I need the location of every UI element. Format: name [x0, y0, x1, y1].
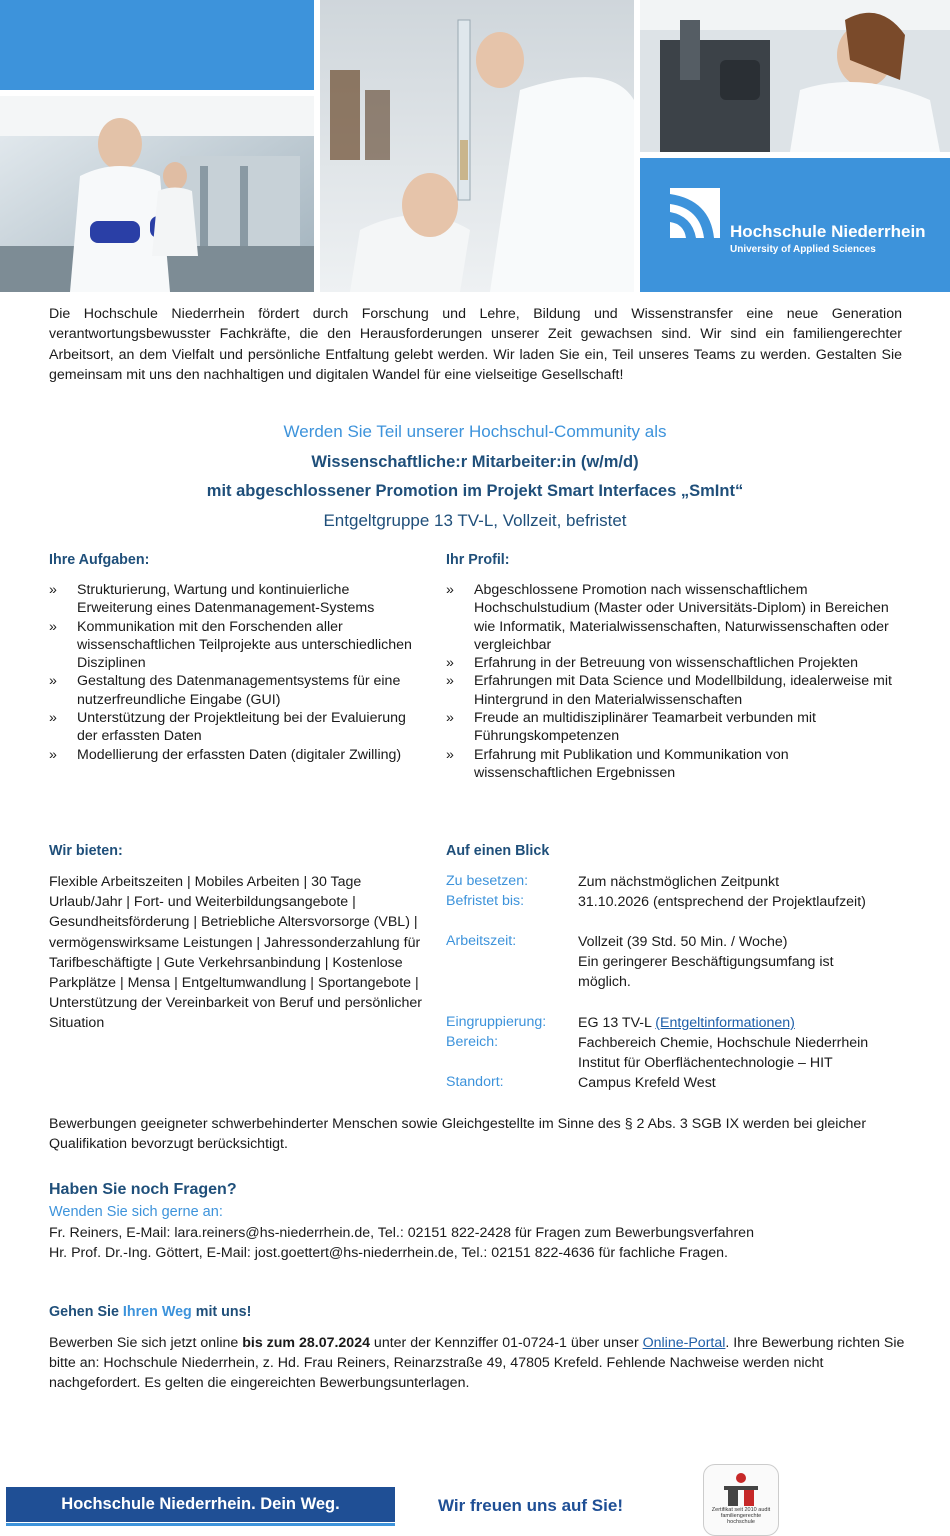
list-item: » Strukturierung, Wartung und kontinuierliche Erweiterung eines Datenmanagement-Systems: [49, 581, 414, 618]
apply-heading-c: mit uns!: [191, 1304, 252, 1320]
worktime-value: Vollzeit (39 Std. 50 Min. / Woche): [578, 934, 788, 950]
intro-paragraph: Die Hochschule Niederrhein fördert durch Forschung und Lehre, Bildung und Wissenstransfer eine neue Generation verantwortungsbewusster Fachkräfte, die den Herausforderungen unserer Zeit gewachsen sind. Wir sind ein familiengerechter Arbeitsort, an dem Vielfalt und persönliche Entfaltung gelebt werden. Wir laden Sie ein, Teil unseres Teams zu werden. Gestalten Sie gemeinsam mit uns den nachhaltigen und digitalen Wandel für eine vielseitige Gesellschaft!: [49, 306, 902, 384]
contact-line-2: Hr. Prof. Dr.-Ing. Göttert, E-Mail: jost.goettert@hs-niederrhein.de, Tel.: 02151 822-4636 für fachliche Fragen.: [49, 1245, 728, 1261]
certificate-icon: [704, 1469, 778, 1509]
area-label: Bereich:: [446, 1034, 499, 1050]
lab-photo-center: [320, 0, 634, 292]
apply-text-2: unter der Kennziffer 01-0724-1 über unser: [369, 1335, 643, 1351]
lab-photo-left: [0, 96, 314, 292]
tasks-list: [49, 581, 414, 764]
footer-slogan: Hochschule Niederrhein. Dein Weg.: [6, 1487, 395, 1522]
disability-note: Bewerbungen geeigneter schwerbehinderter Menschen sowie Gleichgestellte im Sinne des § 2 Abs. 3 SGB IX werden bei gleicher Qualifikation bevorzugt berücksichtigt.: [49, 1116, 867, 1153]
apply-heading-a: Gehen Sie: [49, 1304, 123, 1320]
tasks-heading: Ihre Aufgaben:: [49, 552, 150, 568]
list-item: » Kommunikation mit den Forschenden aller wissenschaftlichen Teilprojekte aus unterschiedlichen Disziplinen: [49, 618, 414, 673]
certificate-text: Zertifikat seit 2010 audit familiengerechte hochschule: [711, 1507, 771, 1525]
university-name: Hochschule Niederrhein: [730, 222, 926, 241]
area-value-1: Fachbereich Chemie, Hochschule Niederrhein: [578, 1035, 869, 1051]
apply-deadline: bis zum 28.07.2024: [242, 1335, 370, 1351]
list-item: » Abgeschlossene Promotion nach wissenschaftlichem Hochschulstudium (Master oder Universitäts-Diplom) in Bereichen wie Informatik, Materialwissenschaften, Naturwissenschaften oder vergleichbar: [446, 581, 906, 654]
apply-paragraph: [49, 1333, 909, 1394]
apply-heading-b: Ihren Weg: [122, 1304, 192, 1320]
profile-heading: Ihr Profil:: [446, 552, 510, 568]
area-value-2: Institut für Oberflächentechnologie – HIT: [578, 1055, 833, 1071]
university-tagline: University of Applied Sciences: [730, 244, 876, 255]
group-value-text: EG 13 TV-L: [578, 1015, 652, 1031]
job-title: Wissenschaftliche:r Mitarbeiter:in (w/m/d): [311, 453, 639, 471]
apply-text-3: . Ihre Bewerbung richten Sie bitte an: Hochschule Niederrhein, z. Hd. Frau Reiners, Reinarzstraße 49, 47805 Krefeld. Fehlende Nachweise werden nicht nachgefordert. Es gelten die eingereichten Bewerbungsunterlagen.: [49, 1335, 905, 1392]
group-value: [578, 1013, 908, 1033]
limit-label: Befristet bis:: [446, 893, 525, 909]
site-label: Standort:: [446, 1074, 504, 1090]
job-pay-grade: Entgeltgruppe 13 TV-L, Vollzeit, befristet: [323, 511, 627, 530]
worktime-note: Ein geringerer Beschäftigungsumfang ist möglich.: [578, 954, 834, 991]
header-blue-block: [0, 0, 314, 90]
lab-photo-microscope: [640, 0, 950, 152]
offer-heading: Wir bieten:: [49, 843, 123, 859]
start-value: Zum nächstmöglichen Zeitpunkt: [578, 874, 780, 890]
list-item: » Erfahrungen mit Data Science und Modellbildung, idealerweise mit Hintergrund in den Materialwissenschaften: [446, 672, 906, 709]
university-logo-box: [640, 158, 950, 292]
list-item: » Erfahrung in der Betreuung von wissenschaftlichen Projekten: [446, 654, 906, 672]
headline-lead: Werden Sie Teil unserer Hochschul-Community als: [283, 422, 667, 441]
questions-subheading: Wenden Sie sich gerne an:: [49, 1204, 223, 1220]
list-item: » Freude an multidisziplinärer Teamarbeit verbunden mit Führungskompetenzen: [446, 709, 906, 746]
contact-line-1: Fr. Reiners, E-Mail: lara.reiners@hs-niederrhein.de, Tel.: 02151 822-2428 für Fragen zum Bewerbungsverfahren: [49, 1225, 754, 1241]
site-value: Campus Krefeld West: [578, 1075, 716, 1091]
online-portal-link[interactable]: Online-Portal: [642, 1335, 726, 1351]
list-item: » Modellierung der erfassten Daten (digitaler Zwilling): [49, 746, 414, 764]
job-project: mit abgeschlossener Promotion im Projekt Smart Interfaces „SmInt“: [206, 482, 744, 500]
university-logo-icon: [670, 188, 720, 238]
list-item: » Gestaltung des Datenmanagementsystems für eine nutzerfreundliche Eingabe (GUI): [49, 672, 414, 709]
apply-heading: [49, 1304, 251, 1320]
profile-list: [446, 581, 906, 782]
offer-text: Flexible Arbeitszeiten | Mobiles Arbeiten | 30 Tage Urlaub/Jahr | Fort- und Weiterbildungsangebote | Gesundheitsförderung | Betriebliche Altersvorsorge (VBL) | vermögenswirksame Leistungen | Jahressonderzahlung für Tarifbeschäftigte | Gute Verkehrsanbindung | Kostenlose Parkplätze | Mensa | Entgeltumwandlung | Sportangebote | Unterstützung der Vereinbarkeit von Beruf und persönlicher Situation: [49, 874, 423, 1032]
glance-heading: Auf einen Blick: [446, 843, 550, 859]
limit-value: 31.10.2026 (entsprechend der Projektlaufzeit): [578, 894, 866, 910]
questions-heading: Haben Sie noch Fragen?: [49, 1181, 237, 1198]
family-audit-certificate: [703, 1464, 779, 1536]
worktime-label: Arbeitszeit:: [446, 933, 517, 949]
footer-message: Wir freuen uns auf Sie!: [438, 1496, 623, 1515]
pay-info-link[interactable]: (Entgeltinformationen): [655, 1015, 795, 1031]
start-label: Zu besetzen:: [446, 873, 529, 889]
apply-text-1: Bewerben Sie sich jetzt online: [49, 1335, 243, 1351]
list-item: » Unterstützung der Projektleitung bei der Evaluierung der erfassten Daten: [49, 709, 414, 746]
list-item: » Erfahrung mit Publikation und Kommunikation von wissenschaftlichen Ergebnissen: [446, 746, 906, 783]
group-label: Eingruppierung:: [446, 1014, 547, 1030]
